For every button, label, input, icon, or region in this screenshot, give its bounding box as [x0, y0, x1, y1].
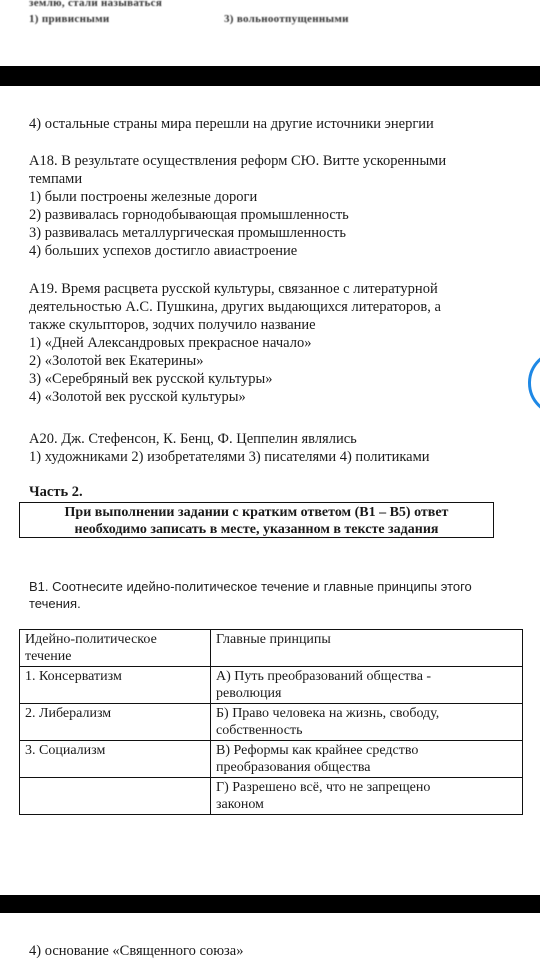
q19-title-line1: А19. Время расцвета русской культуры, связанное с литературной [29, 281, 438, 297]
header-cell-current [20, 630, 211, 667]
q19-title-line3: также скульпторов, зодчих получило название [29, 317, 316, 333]
principle-line2: собственность [216, 723, 303, 738]
table-row [20, 704, 523, 741]
q18-option-3: 3) развивалась металлургическая промышленность [29, 225, 346, 241]
question-a19 [29, 280, 441, 406]
table-header-row [20, 630, 523, 667]
page-separator-bottom [0, 895, 540, 913]
q18-option-1: 1) были построены железные дороги [29, 189, 258, 205]
top-fragment-option-3: 3) вольноотпущенными [224, 13, 349, 25]
q19-title-line2: деятельностью А.С. Пушкина, других выдающихся литераторов, а [29, 299, 441, 315]
row-current: 1. Консерватизм [20, 667, 211, 704]
q19-option-3: 3) «Серебряный век русской культуры» [29, 371, 273, 387]
part2-instructions-box [19, 502, 494, 538]
question-a18 [29, 152, 446, 260]
header-cell-principles: Главные принципы [211, 630, 523, 667]
part2-instr-line2: необходимо записать в месте, указанном в тексте задания [74, 522, 439, 537]
row-principle [211, 741, 523, 778]
table-row [20, 667, 523, 704]
principle-line1: Б) Право человека на жизнь, свободу, [216, 706, 440, 721]
principle-line1: Г) Разрешено всё, что не запрещено [216, 780, 431, 795]
row-principle [211, 667, 523, 704]
row-principle [211, 704, 523, 741]
principle-line1: В) Реформы как крайнее средство [216, 743, 419, 758]
q19-option-2: 2) «Золотой век Екатерины» [29, 353, 204, 369]
table-row [20, 778, 523, 815]
principle-line1: А) Путь преобразований общества - [216, 669, 432, 684]
bottom-fragment: 4) основание «Священного союза» [29, 943, 244, 959]
q20-title: А20. Дж. Стефенсон, К. Бенц, Ф. Цеппелин являлись [29, 431, 357, 447]
q18-option-4: 4) больших успехов достигло авиастроение [29, 243, 298, 259]
principles-table [19, 629, 523, 815]
row-current: 3. Социализм [20, 741, 211, 778]
header-current-line2: течение [25, 649, 72, 664]
part2-title: Часть 2. [29, 484, 83, 500]
q18-option-2: 2) развивалась горнодобывающая промышленность [29, 207, 349, 223]
row-current: 2. Либерализм [20, 704, 211, 741]
q19-option-4: 4) «Золотой век русской культуры» [29, 389, 246, 405]
question-b1 [29, 578, 472, 612]
page-separator-top [0, 66, 540, 86]
b1-title-line2: течения. [29, 596, 81, 611]
b1-title-line1: В1. Соотнесите идейно-политическое течение и главные принципы этого [29, 579, 472, 594]
principle-line2: преобразования общества [216, 760, 371, 775]
top-fragment-option-1: 1) привисными [29, 13, 110, 25]
scroll-indicator[interactable] [528, 350, 540, 416]
question-a20 [29, 430, 430, 466]
q19-option-1: 1) «Дней Александровых прекрасное начало» [29, 335, 312, 351]
top-fragment-line: землю, стали называться [29, 0, 163, 9]
principle-line2: революция [216, 686, 282, 701]
row-current [20, 778, 211, 815]
q18-title-line1: А18. В результате осуществления реформ СЮ. Витте ускоренными [29, 153, 447, 169]
table-row [20, 741, 523, 778]
q18-title-line2: темпами [29, 171, 83, 187]
principle-line2: законом [216, 797, 264, 812]
q20-options: 1) художниками 2) изобретателями 3) писателями 4) политиками [29, 449, 430, 465]
part2-instr-line1: При выполнении задании с кратким ответом (В1 – В5) ответ [64, 505, 449, 520]
header-current-line1: Идейно-политическое [25, 632, 157, 647]
row-principle [211, 778, 523, 815]
q17-option-4: 4) остальные страны мира перешли на другие источники энергии [29, 116, 434, 132]
